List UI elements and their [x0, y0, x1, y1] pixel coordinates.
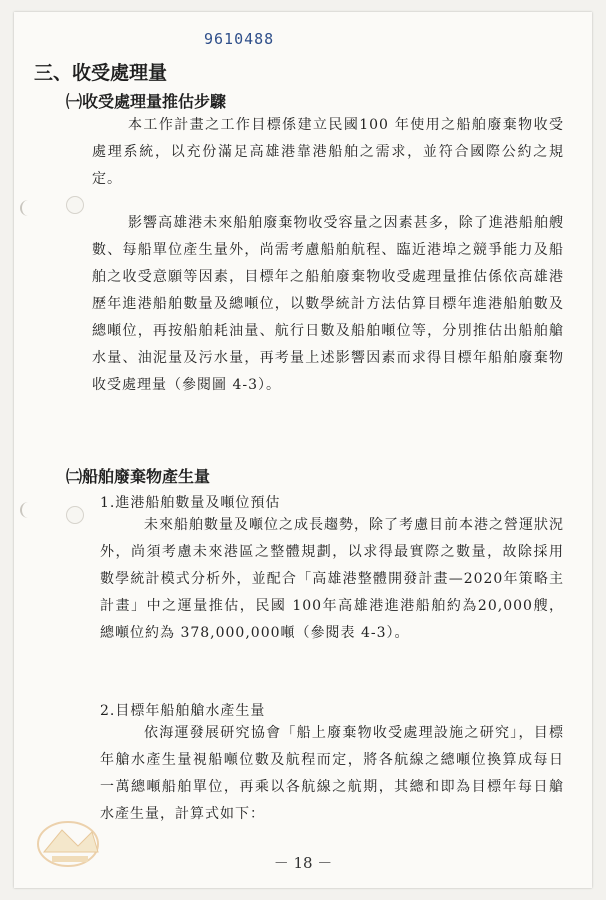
subsection-title-1: ㈠收受處理量推估步驟 [66, 92, 227, 111]
page-number: － 18 － [273, 854, 333, 872]
subsection-title-2: ㈡船舶廢棄物產生量 [66, 467, 211, 486]
binder-mark [20, 200, 32, 216]
item-heading-1: 1.進港船舶數量及噸位預估 [100, 495, 281, 511]
paragraph-ship-tonnage: 未來船舶數量及噸位之成長趨勢，除了考慮目前本港之營運狀況外，尚須考慮未來港區之整體規劃，以求得最實際之數量，故除採用數學統計模式分析外，並配合「高雄港整體開發計畫—2020年策略主計畫」中之運量推估，民國 100年高雄港進港船舶約為20,000艘，總噸位約為 378,000,000噸（參閱表 4-3）。 [100, 517, 564, 641]
punch-hole [66, 196, 84, 214]
document-stamp-number: 9610488 [204, 30, 275, 48]
paragraph-bilge-water: 依海運發展研究協會「船上廢棄物收受處理設施之研究」，目標年艙水產生量視船噸位數及航程而定，將各航線之總噸位換算成每日一萬總噸船舶單位，再乘以各航線之航期，其總和即為目標年每日艙水產生量，計算式如下： [100, 725, 564, 822]
punch-hole [66, 506, 84, 524]
binder-mark [20, 502, 32, 518]
section-title: 三、收受處理量 [34, 62, 168, 84]
paragraph-influence-factors: 影響高雄港未來船舶廢棄物收受容量之因素甚多，除了進港船舶艘數、每船單位產生量外，尚需考慮船舶航程、臨近港埠之競爭能力及船舶之收受意願等因素，目標年之船舶廢棄物收受處理量推估係依高雄港歷年進港船舶數量及總噸位，以數學統計方法估算目標年進港船舶數及總噸位，再按船舶耗油量、航行日數及船舶噸位等，分別推估出船舶艙水量、油泥量及污水量，再考量上述影響因素而求得目標年船舶廢棄物收受處理量（參閱圖 4-3）。 [92, 215, 564, 393]
item-heading-2: 2.目標年船舶艙水產生量 [100, 703, 266, 719]
document-page [14, 12, 592, 888]
paragraph-work-goal: 本工作計畫之工作目標係建立民國100 年使用之船舶廢棄物收受處理系統，以充份滿足高雄港靠港船舶之需求，並符合國際公約之規定。 [92, 117, 564, 187]
